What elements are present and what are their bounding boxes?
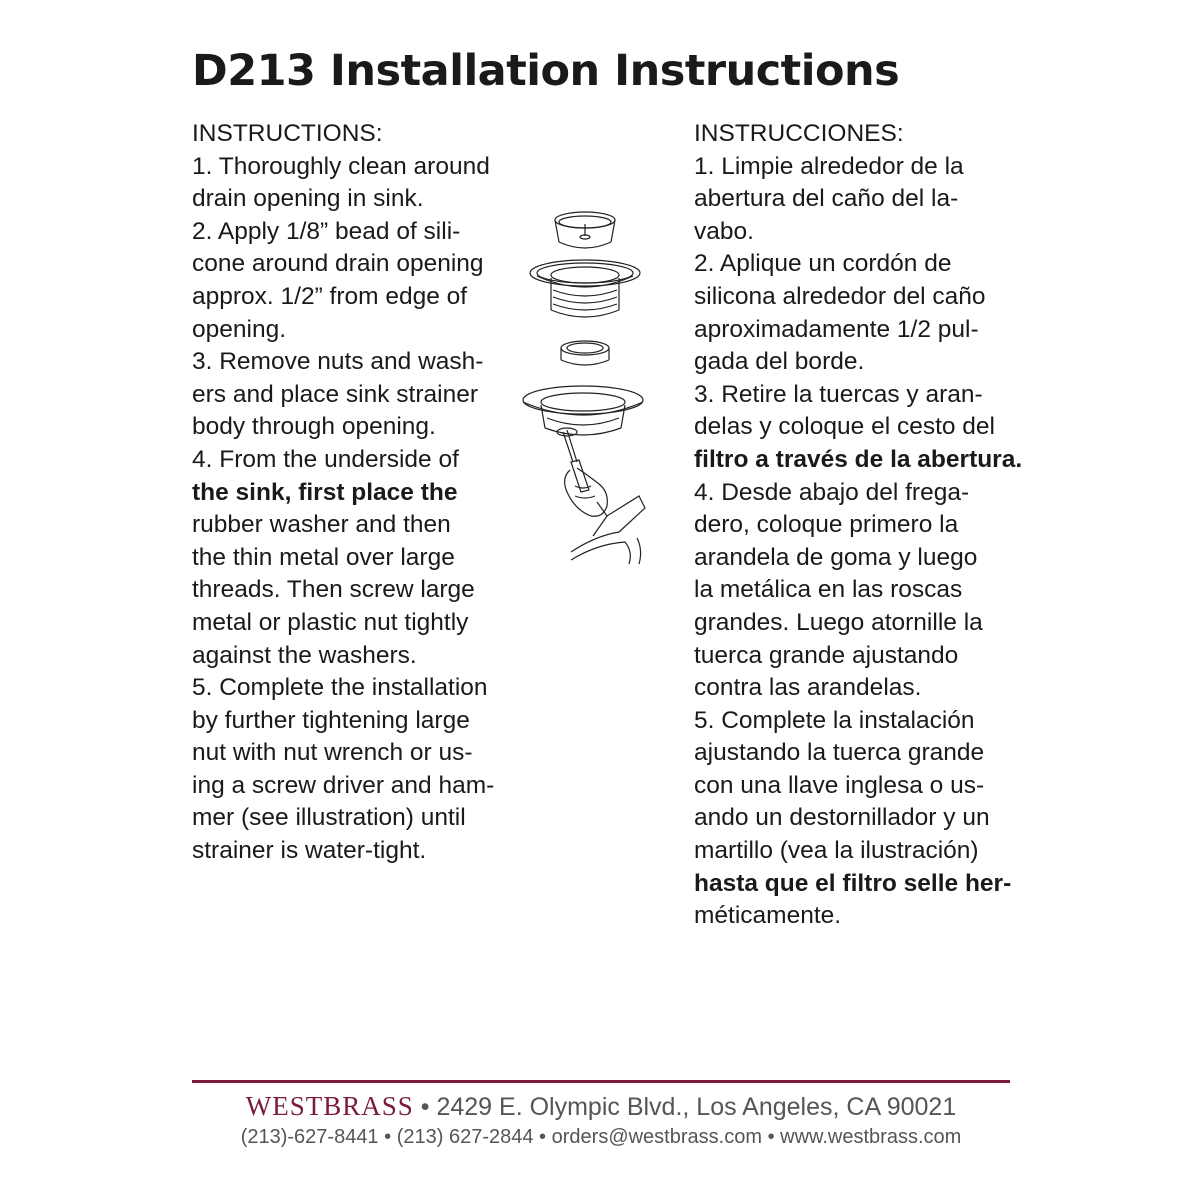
english-instructions (192, 118, 522, 868)
strainer-body-part (530, 260, 640, 317)
instruction-line: ando un destornillador y un (694, 804, 990, 832)
instruction-line: gada del borde. (694, 348, 865, 376)
instruction-line: strainer is water-tight. (192, 837, 427, 865)
instruction-line: 4. From the underside of (192, 445, 459, 473)
instruction-line: 3. Remove nuts and wash- (192, 348, 484, 376)
instruction-line: 1. Thoroughly clean around (192, 152, 490, 180)
instruction-line: cone around drain opening (192, 250, 484, 278)
instruction-line: aproximadamente 1/2 pul- (694, 315, 979, 343)
instruction-line: con una llave inglesa o us- (694, 771, 985, 799)
instruction-line: 1. Limpie alrededor de la (694, 152, 964, 180)
basket-strainer-part (555, 212, 615, 248)
instruction-line: 5. Complete la instalación (694, 706, 975, 734)
nut-part (561, 341, 609, 365)
instruction-line: tuerca grande ajustando (694, 641, 959, 669)
instruction-line: delas y coloque el cesto del (694, 413, 995, 441)
footer-address-line (192, 1089, 1010, 1124)
instruction-line: hasta que el filtro selle her- (694, 869, 1012, 897)
installed-strainer-part (523, 386, 643, 436)
instruction-line: dero, coloque primero la (694, 511, 959, 539)
instruction-line: filtro a través de la abertura. (694, 445, 1023, 473)
instruction-line: vabo. (694, 217, 754, 245)
brand-logo: WESTBRASS (245, 1091, 414, 1121)
instruction-line: ing a screw driver and ham- (192, 771, 495, 799)
instruction-line: contra las arandelas. (694, 674, 922, 702)
instruction-line: 3. Retire la tuercas y aran- (694, 380, 983, 408)
instruction-line: approx. 1/2” from edge of (192, 282, 468, 310)
instruction-line: threads. Then screw large (192, 576, 475, 604)
phone-1: (213)-627-8441 (240, 1126, 379, 1148)
website-link[interactable]: www.westbrass.com (780, 1126, 962, 1148)
instruction-line: opening. (192, 315, 287, 343)
instruction-line: nut with nut wrench or us- (192, 739, 473, 767)
spanish-instructions (694, 118, 1024, 933)
instruction-line: INSTRUCTIONS: (192, 120, 383, 147)
instruction-line: martillo (vea la ilustración) (694, 837, 979, 865)
separator: • (539, 1126, 547, 1148)
email-link[interactable]: orders@westbrass.com (551, 1126, 762, 1148)
instruction-line: abertura del caño del la- (694, 185, 959, 213)
separator: • (420, 1093, 430, 1121)
instruction-line: INSTRUCCIONES: (694, 120, 904, 147)
separator: • (767, 1126, 775, 1148)
instruction-line: drain opening in sink. (192, 185, 424, 213)
hand-icon (565, 468, 608, 516)
instruction-line: metal or plastic nut tightly (192, 608, 469, 636)
separator: • (384, 1126, 392, 1148)
sink-strainer-assembly-illustration (515, 200, 665, 570)
instruction-line: body through opening. (192, 413, 436, 441)
instruction-line: la metálica en las roscas (694, 576, 963, 604)
instruction-line: arandela de goma y luego (694, 543, 978, 571)
phone-2: (213) 627-2844 (396, 1126, 534, 1148)
screwdriver-icon (563, 430, 589, 492)
instruction-line: silicona alrededor del caño (694, 282, 986, 310)
instruction-line: ajustando la tuerca grande (694, 739, 985, 767)
footer-contact-line (192, 1122, 1010, 1152)
instruction-line: méticamente. (694, 902, 842, 930)
instruction-line: by further tightening large (192, 706, 470, 734)
instruction-line: 4. Desde abajo del frega- (694, 478, 970, 506)
footer-divider (192, 1080, 1010, 1083)
instruction-line: ers and place sink strainer (192, 380, 478, 408)
hammer-icon (571, 496, 645, 564)
instruction-line: the sink, first place the (192, 478, 458, 506)
instruction-line: the thin metal over large (192, 543, 455, 571)
instruction-line: rubber washer and then (192, 511, 451, 539)
instruction-line: 2. Aplique un cordón de (694, 250, 952, 278)
instruction-line: mer (see illustration) until (192, 804, 466, 832)
address: 2429 E. Olympic Blvd., Los Angeles, CA 90021 (436, 1093, 957, 1121)
instruction-line: 5. Complete the installation (192, 674, 488, 702)
instruction-line: 2. Apply 1/8” bead of sili- (192, 217, 461, 245)
page-title: D213 Installation Instructions (192, 46, 900, 96)
instruction-line: against the washers. (192, 641, 417, 669)
instruction-line: grandes. Luego atornille la (694, 608, 983, 636)
